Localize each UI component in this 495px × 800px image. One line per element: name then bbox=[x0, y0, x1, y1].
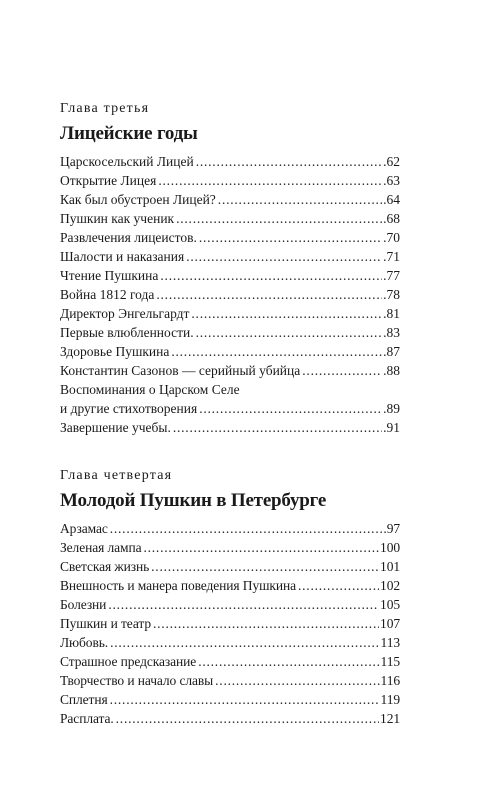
toc-entry-page: .97 bbox=[383, 521, 400, 536]
toc-entry-title: Шалости и наказания bbox=[60, 249, 185, 264]
toc-entry-title: Война 1812 года bbox=[60, 287, 155, 302]
toc-entry-page: .63 bbox=[383, 173, 400, 188]
toc-entry-title: Здоровье Пушкина bbox=[60, 344, 170, 359]
toc-entry[interactable] bbox=[60, 595, 400, 614]
toc-entry-page: 119 bbox=[380, 692, 400, 707]
toc-entry-title: Болезни bbox=[60, 597, 107, 612]
dot-leader bbox=[151, 557, 379, 576]
toc-entry[interactable] bbox=[60, 652, 400, 671]
dot-leader bbox=[171, 342, 382, 361]
toc-entry[interactable] bbox=[60, 190, 400, 209]
toc-entry-title: Пушкин как ученик bbox=[60, 211, 175, 226]
dot-leader bbox=[186, 247, 382, 266]
toc-entry[interactable] bbox=[60, 380, 400, 418]
toc-entry-title: Сплетня bbox=[60, 692, 108, 707]
chapter-label: Глава четвертая bbox=[60, 468, 173, 483]
toc-list bbox=[60, 519, 400, 728]
toc-entry-page: 101 bbox=[380, 559, 400, 574]
dot-leader bbox=[156, 285, 382, 304]
toc-entry-title: Любовь. bbox=[60, 635, 109, 650]
dot-leader bbox=[218, 190, 382, 209]
toc-entry-page: .91 bbox=[383, 420, 400, 435]
dot-leader bbox=[173, 418, 382, 437]
dot-leader bbox=[199, 228, 382, 247]
dot-leader bbox=[191, 304, 382, 323]
toc-entry-title: Светская жизнь bbox=[60, 559, 150, 574]
chapter-title: Лицейские годы bbox=[60, 123, 198, 144]
toc-list bbox=[60, 152, 400, 437]
toc-entry-title: Чтение Пушкина bbox=[60, 268, 159, 283]
toc-entry[interactable] bbox=[60, 304, 400, 323]
toc-entry-page: 107 bbox=[380, 616, 400, 631]
toc-entry-title: Директор Энгельгардт bbox=[60, 306, 190, 321]
dot-leader bbox=[160, 266, 382, 285]
dot-leader bbox=[110, 690, 380, 709]
toc-entry[interactable] bbox=[60, 361, 400, 380]
toc-entry-title: Развлечения лицеистов. bbox=[60, 230, 197, 245]
dot-leader bbox=[158, 171, 382, 190]
dot-leader bbox=[298, 576, 379, 595]
dot-leader bbox=[196, 152, 382, 171]
toc-entry-page: 102 bbox=[380, 578, 400, 593]
toc-entry-title: Внешность и манера поведения Пушкина bbox=[60, 578, 296, 593]
toc-entry[interactable] bbox=[60, 209, 400, 228]
toc-entry[interactable] bbox=[60, 418, 400, 437]
toc-entry[interactable] bbox=[60, 633, 400, 652]
toc-entry[interactable] bbox=[60, 342, 400, 361]
toc-entry[interactable] bbox=[60, 671, 400, 690]
toc-entry-title: Зеленая лампа bbox=[60, 540, 142, 555]
toc-entry[interactable] bbox=[60, 538, 400, 557]
toc-entry-page: 115 bbox=[380, 654, 400, 669]
toc-entry-page: .62 bbox=[383, 154, 400, 169]
toc-entry[interactable] bbox=[60, 690, 400, 709]
toc-entry[interactable] bbox=[60, 519, 400, 538]
chapter-label: Глава третья bbox=[60, 101, 150, 116]
dot-leader bbox=[199, 399, 382, 418]
toc-entry-page: .83 bbox=[383, 325, 400, 340]
toc-entry-page: .70 bbox=[383, 230, 400, 245]
toc-entry[interactable] bbox=[60, 557, 400, 576]
toc-entry-page: 116 bbox=[380, 673, 400, 688]
toc-entry-title: Страшное предсказание bbox=[60, 654, 197, 669]
dot-leader bbox=[176, 209, 382, 228]
dot-leader bbox=[143, 538, 379, 557]
toc-entry-title: Арзамас bbox=[60, 521, 108, 536]
toc-entry[interactable] bbox=[60, 709, 400, 728]
chapter-title: Молодой Пушкин в Петербурге bbox=[60, 490, 327, 511]
toc-entry-title: Царскосельский Лицей bbox=[60, 154, 194, 169]
dot-leader bbox=[153, 614, 379, 633]
chapter-three bbox=[60, 101, 400, 437]
toc-entry-page: 113 bbox=[380, 635, 400, 650]
toc-entry-page: 100 bbox=[380, 540, 400, 555]
toc-entry[interactable] bbox=[60, 285, 400, 304]
toc-entry-page: .71 bbox=[383, 249, 400, 264]
dot-leader bbox=[302, 361, 382, 380]
toc-entry-title: Константин Сазонов — серийный убийца bbox=[60, 363, 301, 378]
toc-entry-title: и другие стихотворения bbox=[60, 401, 198, 416]
dot-leader bbox=[116, 709, 379, 728]
toc-entry-page: .78 bbox=[383, 287, 400, 302]
dot-leader bbox=[196, 323, 383, 342]
dot-leader bbox=[108, 595, 379, 614]
toc-entry-title: Творчество и начало славы bbox=[60, 673, 214, 688]
dot-leader bbox=[110, 633, 379, 652]
toc-entry-title-line1: Воспоминания о Царском Селе bbox=[60, 382, 240, 397]
toc-entry[interactable] bbox=[60, 323, 400, 342]
toc-entry[interactable] bbox=[60, 614, 400, 633]
toc-entry-page: .87 bbox=[383, 344, 400, 359]
toc-entry[interactable] bbox=[60, 247, 400, 266]
toc-entry-title: Как был обустроен Лицей? bbox=[60, 192, 216, 207]
toc-entry-page: .81 bbox=[383, 306, 400, 321]
toc-entry-page: .68 bbox=[383, 211, 400, 226]
toc-entry-page: 105 bbox=[380, 597, 400, 612]
dot-leader bbox=[198, 652, 379, 671]
toc-entry-title: Расплата. bbox=[60, 711, 114, 726]
toc-entry-title: Пушкин и театр bbox=[60, 616, 151, 631]
chapter-four bbox=[60, 468, 400, 728]
toc-entry-page: 121 bbox=[380, 711, 400, 726]
toc-entry-title: Завершение учебы. bbox=[60, 420, 171, 435]
toc-entry[interactable] bbox=[60, 171, 400, 190]
toc-entry[interactable] bbox=[60, 266, 400, 285]
toc-entry-title: Открытие Лицея bbox=[60, 173, 157, 188]
toc-entry[interactable] bbox=[60, 576, 400, 595]
toc-entry-page: .77 bbox=[383, 268, 400, 283]
dot-leader bbox=[215, 671, 379, 690]
toc-entry-page: .64 bbox=[383, 192, 400, 207]
toc-entry-title: Первые влюбленности. bbox=[60, 325, 194, 340]
dot-leader bbox=[110, 519, 383, 538]
toc-entry-page: .88 bbox=[383, 363, 400, 378]
toc-entry-page: .89 bbox=[383, 401, 400, 416]
toc-entry[interactable] bbox=[60, 228, 400, 247]
toc-entry[interactable] bbox=[60, 152, 400, 171]
